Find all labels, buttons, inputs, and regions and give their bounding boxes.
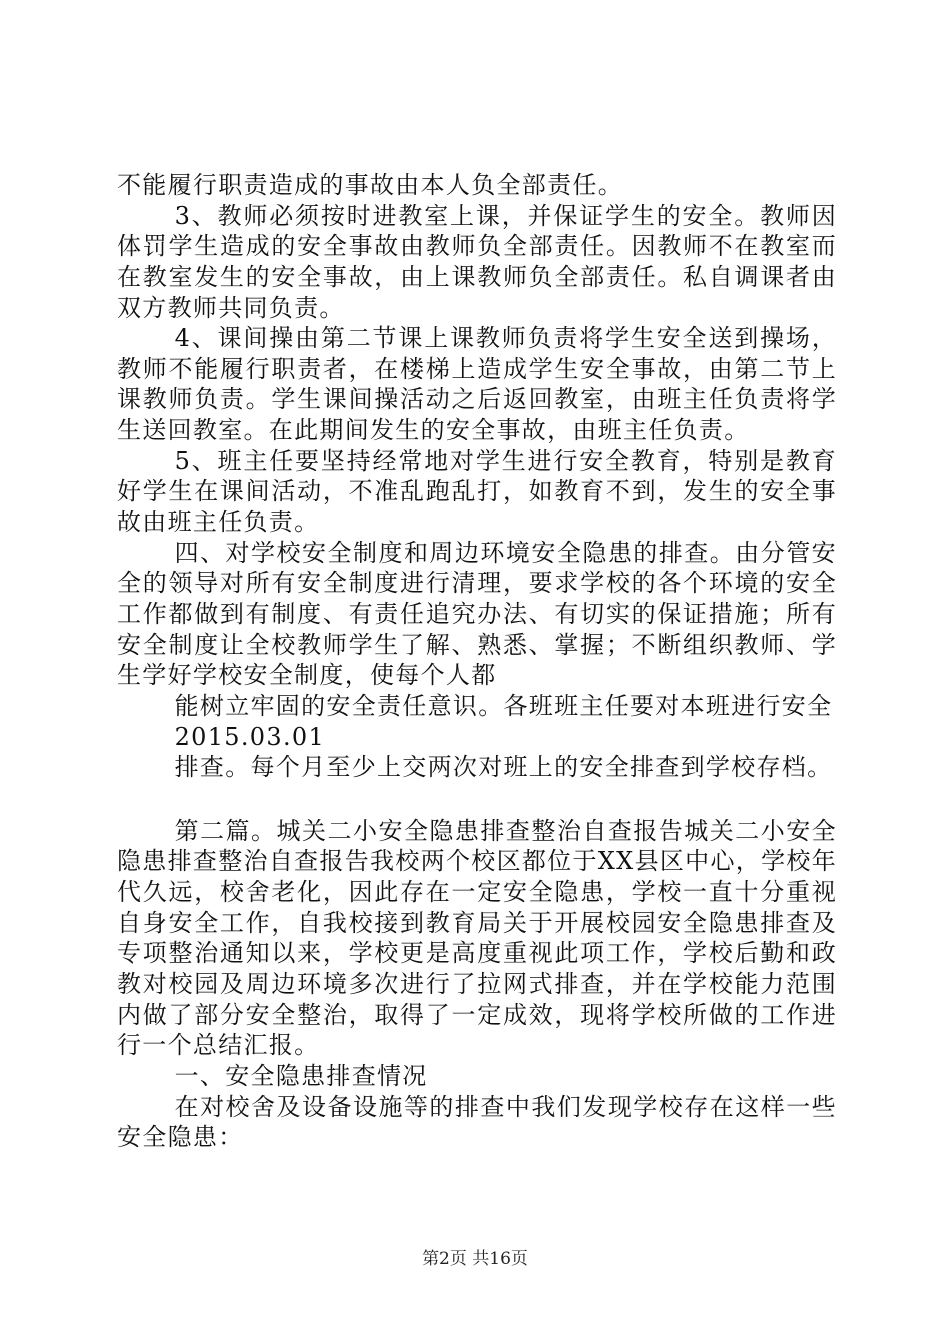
paragraph: 第二篇。城关二小安全隐患排查整治自查报告城关二小安全隐患排查整治自查报告我校两个校区都位于XX县区中心，学校年代久远，校舍老化，因此存在一定安全隐患，学校一直十分重视自身安全工作，自我校接到教育局关于开展校园安全隐患排查及专项整治通知以来，学校更是高度重视此项工作，学校后勤和政教对校园及周边环境多次进行了拉网式排查，并在学校能力范围内做了部分安全整治，取得了一定成效，现将学校所做的工作进行一个总结汇报。 [117,816,837,1060]
page-number-footer: 第2页 共16页 [422,1249,528,1269]
paragraph: 能树立牢固的安全责任意识。各班班主任要对本班进行安全 [174,691,833,720]
document-body [117,170,837,1153]
paragraph: 4、课间操由第二节课上课教师负责将学生安全送到操场，教师不能履行职责者，在楼梯上造成学生安全事故，由第二节上课教师负责。学生课间操活动之后返回教室，由班主任负责将学生送回教室。在此期间发生的安全事故，由班主任负责。 [117,324,837,445]
paragraph: 四、对学校安全制度和周边环境安全隐患的排查。由分管安全的领导对所有安全制度进行清理，要求学校的各个环境的安全工作都做到有制度、有责任追究办法、有切实的保证措施；所有安全制度让全校教师学生了解、熟悉、掌握；不断组织教师、学生学好学校安全制度，使每个人都 [117,538,837,690]
paragraph: 5、班主任要坚持经常地对学生进行安全教育，特别是教育好学生在课间活动，不准乱跑乱打，如教育不到，发生的安全事故由班主任负责。 [117,446,837,537]
paragraph: 排查。每个月至少上交两次对班上的安全排查到学校存档。 [174,753,833,782]
section-heading: 一、安全隐患排查情况 [174,1061,428,1090]
paragraph: 3、教师必须按时进教室上课，并保证学生的安全。教师因体罚学生造成的安全事故由教师负全部责任。因教师不在教室而在教室发生的安全事故，由上课教师负全部责任。私自调课者由双方教师共同负责。 [117,201,837,322]
date-line: 2015.03.01 [174,722,326,751]
paragraph: 不能履行职责造成的事故由本人负全部责任。 [117,171,623,199]
blank-line [117,783,837,816]
paragraph: 在对校舍及设备设施等的排查中我们发现学校存在这样一些安全隐患： [117,1092,837,1152]
